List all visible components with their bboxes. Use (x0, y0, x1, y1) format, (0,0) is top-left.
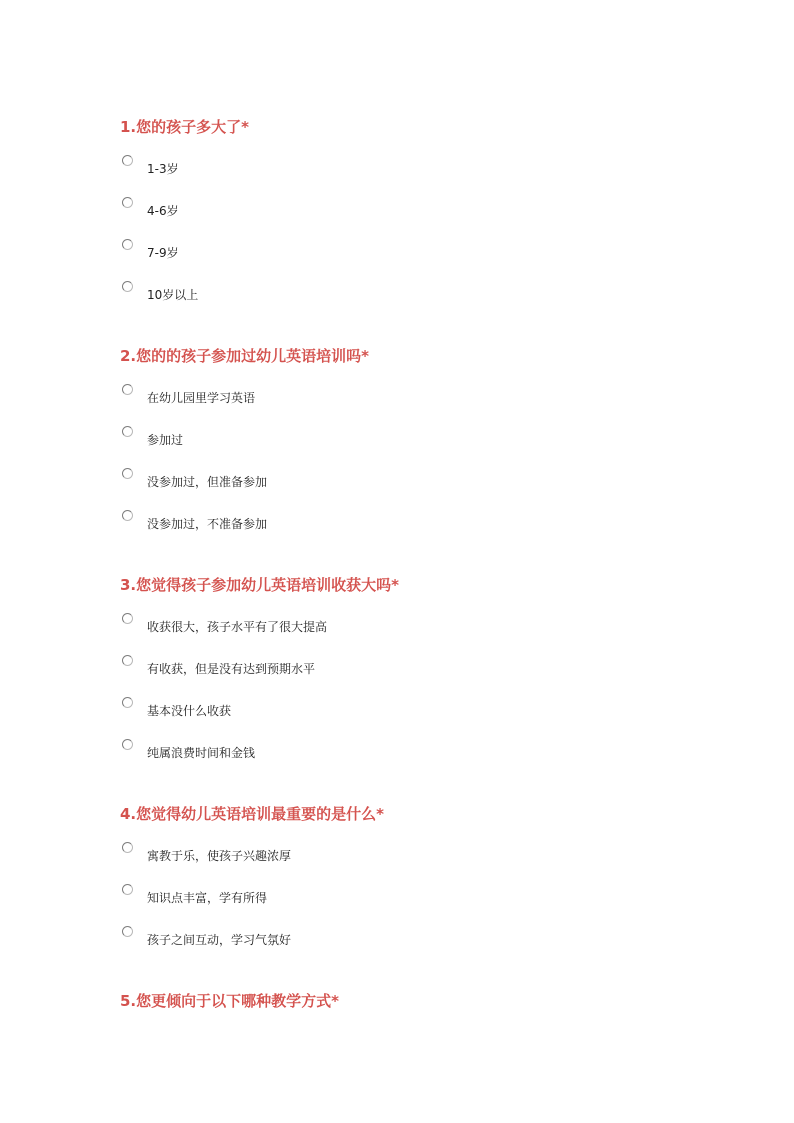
radio-button[interactable] (122, 926, 133, 937)
option-10-plus[interactable] (120, 275, 740, 317)
question-title: 5.您更倾向于以下哪种教学方式* (120, 992, 339, 1010)
option-fun-learning[interactable] (120, 836, 740, 878)
option-7-9[interactable] (120, 233, 740, 275)
option-4-6[interactable] (120, 191, 740, 233)
radio-button[interactable] (122, 239, 133, 250)
option-rich-knowledge[interactable] (120, 878, 740, 920)
option-label: 10岁以上 (147, 288, 199, 302)
option-attended[interactable] (120, 420, 740, 462)
option-label: 在幼儿园里学习英语 (147, 391, 256, 405)
question-title: 4.您觉得幼儿英语培训最重要的是什么* (120, 805, 384, 823)
option-kindergarten[interactable] (120, 378, 740, 420)
radio-button[interactable] (122, 384, 133, 395)
option-label: 有收获，但是没有达到预期水平 (147, 662, 316, 676)
question-2 (120, 346, 740, 546)
option-interaction[interactable] (120, 920, 740, 962)
radio-button[interactable] (122, 697, 133, 708)
option-list (120, 607, 740, 775)
option-label: 没参加过，但准备参加 (147, 475, 268, 489)
radio-button[interactable] (122, 281, 133, 292)
option-not-plan[interactable] (120, 504, 740, 546)
radio-button[interactable] (122, 655, 133, 666)
option-list (120, 378, 740, 546)
option-some-gain[interactable] (120, 649, 740, 691)
question-1 (120, 117, 740, 317)
radio-button[interactable] (122, 426, 133, 437)
option-1-3[interactable] (120, 149, 740, 191)
option-label: 收获很大，孩子水平有了很大提高 (147, 620, 328, 634)
option-plan-to-attend[interactable] (120, 462, 740, 504)
radio-button[interactable] (122, 197, 133, 208)
question-4 (120, 804, 740, 962)
question-title: 1.您的孩子多大了* (120, 118, 249, 136)
option-great-gain[interactable] (120, 607, 740, 649)
option-label: 4-6岁 (147, 204, 179, 218)
option-label: 没参加过，不准备参加 (147, 517, 268, 531)
option-label: 知识点丰富，学有所得 (147, 891, 268, 905)
option-label: 寓教于乐，使孩子兴趣浓厚 (147, 849, 292, 863)
radio-button[interactable] (122, 468, 133, 479)
radio-button[interactable] (122, 842, 133, 853)
question-5 (120, 991, 740, 1011)
option-label: 1-3岁 (147, 162, 179, 176)
option-label: 基本没什么收获 (147, 704, 232, 718)
option-label: 7-9岁 (147, 246, 179, 260)
radio-button[interactable] (122, 613, 133, 624)
radio-button[interactable] (122, 155, 133, 166)
radio-button[interactable] (122, 884, 133, 895)
radio-button[interactable] (122, 510, 133, 521)
question-3 (120, 575, 740, 775)
radio-button[interactable] (122, 739, 133, 750)
question-title: 3.您觉得孩子参加幼儿英语培训收获大吗* (120, 576, 399, 594)
option-label: 孩子之间互动，学习气氛好 (147, 933, 292, 947)
option-waste[interactable] (120, 733, 740, 775)
option-label: 参加过 (147, 433, 184, 447)
option-list (120, 836, 740, 962)
option-no-gain[interactable] (120, 691, 740, 733)
option-list (120, 149, 740, 317)
question-title: 2.您的的孩子参加过幼儿英语培训吗* (120, 347, 369, 365)
option-label: 纯属浪费时间和金钱 (147, 746, 256, 760)
